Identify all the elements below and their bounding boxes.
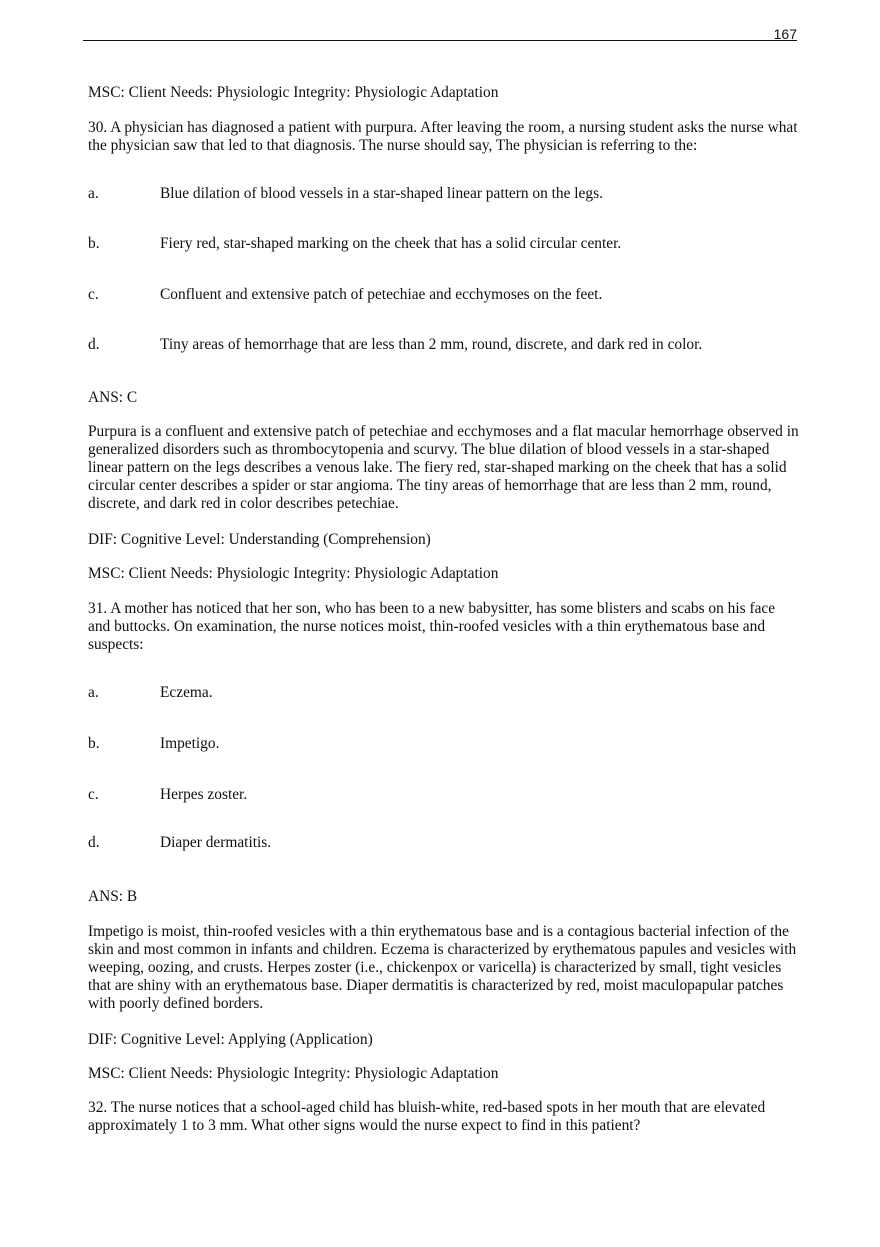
q30-difficulty: DIF: Cognitive Level: Understanding (Comprehension) [88, 531, 431, 548]
q31-option-b-text: Impetigo. [160, 735, 220, 752]
q30-rationale: Purpura is a confluent and extensive patch of petechiae and ecchymoses and a flat macular hemorrhage observed in generalized disorders such as thrombocytopenia and scurvy. The blue dilation of blood vessels in a star-shaped linear pattern on the legs describes a venous lake. The fiery red, star-shaped marking on the cheek that has a solid circular center describes a spider or star angioma. The tiny areas of hemorrhage that are less than 2 mm, round, discrete, and dark red in color describes petechiae. [88, 423, 799, 512]
question-30-stem: 30. A physician has diagnosed a patient with purpura. After leaving the room, a nursing student asks the nurse what the physician saw that led to that diagnosis. The nurse should say, The physician is referring to the: [88, 119, 798, 154]
q31-option-c-letter: c. [88, 786, 99, 803]
q31-rationale: Impetigo is moist, thin-roofed vesicles with a thin erythematous base and is a contagious bacterial infection of the skin and most common in infants and children. Eczema is characterized by erythematous papules and vesicles with weeping, oozing, and crusts. Herpes zoster (i.e., chickenpox or varicella) is characterized by small, tight vesicles that are shiny with an erythematous base. Diaper dermatitis is characterized by red, moist maculopapular patches with poorly defined borders. [88, 923, 797, 1012]
q30-option-c-letter: c. [88, 286, 99, 303]
msc-line: MSC: Client Needs: Physiologic Integrity: Physiologic Adaptation [88, 84, 499, 101]
q30-option-a-letter: a. [88, 185, 99, 202]
q31-difficulty: DIF: Cognitive Level: Applying (Application) [88, 1031, 373, 1048]
q30-option-c-text: Confluent and extensive patch of petechiae and ecchymoses on the feet. [160, 286, 603, 303]
q31-option-a-text: Eczema. [160, 684, 213, 701]
q31-option-d-text: Diaper dermatitis. [160, 834, 272, 851]
header-rule [83, 40, 797, 41]
q31-option-d-letter: d. [88, 834, 100, 851]
q30-msc: MSC: Client Needs: Physiologic Integrity: Physiologic Adaptation [88, 565, 499, 582]
q31-option-c-text: Herpes zoster. [160, 786, 248, 803]
q31-msc: MSC: Client Needs: Physiologic Integrity: Physiologic Adaptation [88, 1065, 499, 1082]
page-number: 167 [773, 26, 797, 42]
q31-option-a-letter: a. [88, 684, 99, 701]
q30-option-b-letter: b. [88, 235, 100, 252]
question-32-stem: 32. The nurse notices that a school-aged child has bluish-white, red-based spots in her mouth that are elevated approximately 1 to 3 mm. What other signs would the nurse expect to find in this patient? [88, 1099, 766, 1134]
q31-answer: ANS: B [88, 888, 138, 905]
question-31-stem: 31. A mother has noticed that her son, who has been to a new babysitter, has some blisters and scabs on his face and buttocks. On examination, the nurse notices moist, thin-roofed vesicles with a thin erythematous base and suspects: [88, 600, 776, 653]
q30-option-d-letter: d. [88, 336, 100, 353]
q31-option-b-letter: b. [88, 735, 100, 752]
q30-option-d-text: Tiny areas of hemorrhage that are less than 2 mm, round, discrete, and dark red in color. [160, 336, 703, 353]
q30-answer: ANS: C [88, 389, 138, 406]
q30-option-a-text: Blue dilation of blood vessels in a star-shaped linear pattern on the legs. [160, 185, 603, 202]
q30-option-b-text: Fiery red, star-shaped marking on the cheek that has a solid circular center. [160, 235, 622, 252]
